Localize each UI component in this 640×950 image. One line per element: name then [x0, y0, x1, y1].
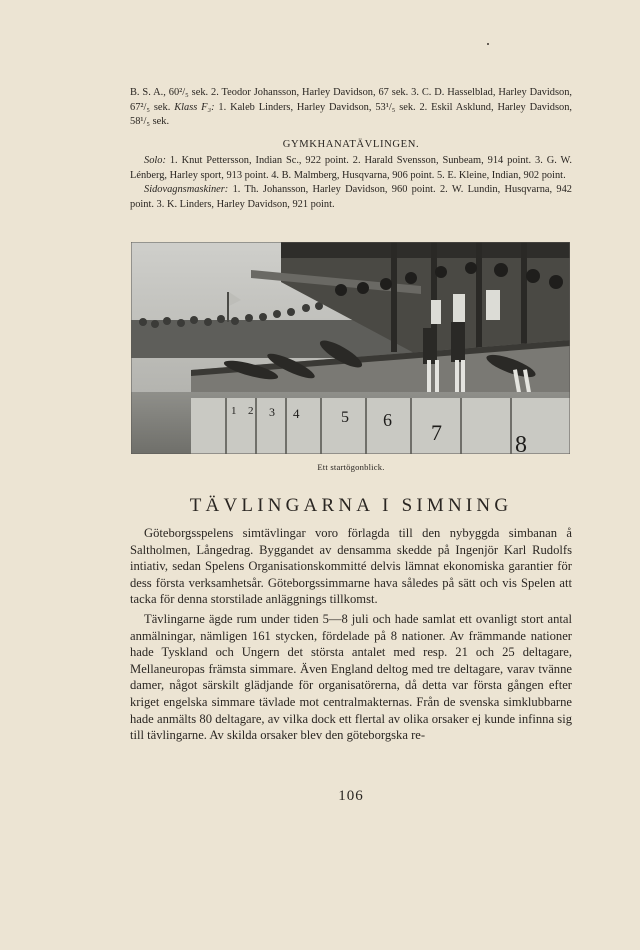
results-line-1: B. S. A., 60²/₅ sek. 2. Teodor Johansson, Harley Davidson, 67 sek. 3. C. D. Hasselblad, Harley Davidson, 67²/₅ sek. — [130, 87, 572, 113]
solo-text: 1. Knut Pettersson, Indian Sc., 922 point. 2. Harald Svensson, Sunbeam, 914 point. 3. G. W. Lénberg, Harley sport, 913 point. 4. B. Malmberg, Husqvarna, 906 point. 5. E. Kleine, Indian, 902 point. — [130, 155, 572, 181]
gymkhana-title: GYMKHANATÄVLINGEN. — [282, 139, 420, 150]
results-line-2: 1. Kaleb Linders, Harley Davidson, 53¹/₅ sek. 2. Eskil Asklund, Harley Davidson, 58¹/₅ sek. — [130, 101, 572, 128]
sidecar-text: 1. Th. Johansson, Harley Davidson, 960 point. 2. W. Lundin, Husqvarna, 942 point. 3. K. Linders, Harley Davidson, 921 point. — [130, 184, 572, 210]
lane-number: 4 — [293, 406, 300, 421]
results-paragraph — [130, 86, 572, 130]
lane-number: 5 — [341, 409, 349, 426]
solo-label: Solo: — [144, 155, 166, 166]
article-paragraph: Tävlingarne ägde rum under tiden 5—8 juli och hade samlat ett ovanligt stort antal anmälningar, nämligen 161 stycken, fördelade på 8 nationer. Av främmande nationer hade Tyskland och Ungern det största antalet med resp. 21 och 25 deltagare, Mellaneuropas främsta simmare. Även England deltog med tre deltagare, varav tvänne damer, något särskilt glädjande för organisatörerna, då detta var första gången efter kriget engelska simmare tävlade mot centralmakternas. Från de svenska simklubbarne hade anmälts 80 deltagare, av vilka dock ett flertal av olika orsaker ej kunde infinna sig till tävlingarne. Av skilda orsaker blev den göteborgska re- — [130, 611, 572, 743]
start-photo — [131, 242, 570, 454]
page-number: 106 — [338, 788, 364, 804]
lane-number: 1 — [231, 405, 237, 417]
sidecar-results — [130, 183, 572, 212]
sidecar-label: Sidovagnsmaskiner: — [144, 184, 229, 196]
solo-results — [130, 154, 572, 183]
gymkhana-results — [130, 154, 572, 212]
section-heading: TÄVLINGARNA I SIMNING — [189, 495, 513, 516]
photo-caption: Ett startögonblick. — [317, 462, 385, 472]
ink-speck — [487, 43, 489, 45]
lane-number: 6 — [383, 410, 392, 430]
lane-number: 2 — [248, 405, 254, 417]
article-body — [130, 525, 572, 747]
article-paragraph: Göteborgsspelens simtävlingar voro förlagda till den nybyggda simbanan å Saltholmen, Långedrag. Byggandet av densamma skedde på Ingenjör Karl Rudolfs intiativ, sedan Spelens Organisationskommitté delvis lämnat ekonomiska garantier för dess första verksamhetsår. Göteborgssimmarne hava således på sätt och vis Spelen att tacka för denna storstilade anläggnings tillkomst. — [130, 526, 572, 607]
lane-number: 7 — [431, 420, 442, 445]
class-label: Klass F₃: — [174, 101, 215, 113]
lane-number: 8 — [515, 432, 527, 454]
start-photo-image — [131, 242, 570, 454]
results-continuation — [130, 86, 572, 130]
lane-number: 3 — [269, 405, 275, 419]
